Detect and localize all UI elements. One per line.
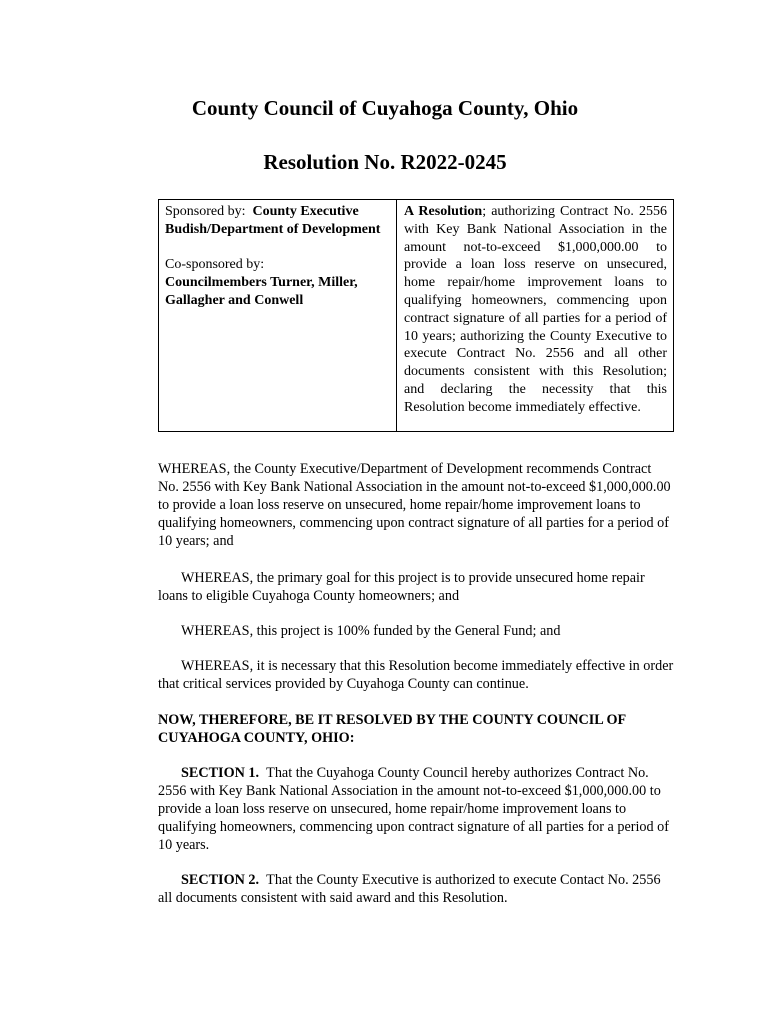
sponsor-summary-table (158, 199, 674, 432)
section-2 (158, 871, 674, 907)
whereas-1-text: WHEREAS, the County Executive/Department of Development recommends Contract No. 2556 with Key Bank National Association in the amount not-to-exceed $1,000,000.00 to provide a loan loss reserve on unsecured, home repair/home improvement loans to qualifying homeowners, commencing upon contract signature of all parties for a period of 10 years; and (158, 461, 671, 550)
section-2-text: That the County Executive is authorized to execute Contact No. 2556 all documents consistent with said award and this Resolution. (158, 872, 661, 907)
cosponsored-by-names: Councilmembers Turner, Miller, Gallagher and Conwell (165, 275, 358, 308)
whereas-paragraph-2 (158, 569, 674, 605)
resolution-number: Resolution No. R2022-0245 (263, 150, 507, 174)
council-title: County Council of Cuyahoga County, Ohio (191, 96, 579, 120)
cosponsored-by-label: Co-sponsored by: (165, 257, 265, 273)
whereas-4-text: WHEREAS, it is necessary that this Resolution become immediately effective in order that critical services provided by Cuyahoga County can continue. (158, 658, 674, 693)
whereas-paragraph-3 (158, 622, 674, 640)
section-1-label: SECTION 1. (181, 765, 260, 781)
section-1 (158, 764, 674, 854)
summary-text: ; authorizing Contract No. 2556 with Key Bank National Association in the amount not-to-exceed $1,000,000.00 to provide a loan loss reserve on unsecured, home repair/home improvement loans to qualifying homeowners, commencing upon contract signature of all parties for a period of 10 years; authorizing the County Executive to execute Contract No. 2556 and all other documents consistent with this Resolution; and declaring the necessity that this Resolution become immediately effective. (404, 204, 668, 415)
sponsored-by-label: Sponsored by: (165, 204, 246, 219)
whereas-paragraph-4 (158, 657, 674, 693)
whereas-paragraph-1 (158, 460, 674, 550)
sponsored-by (165, 203, 390, 239)
whereas-3-text: WHEREAS, this project is 100% funded by the General Fund; and (181, 623, 561, 639)
sponsor-cell (159, 200, 397, 431)
whereas-2-text: WHEREAS, the primary goal for this project is to provide unsecured home repair loans to eligible Cuyahoga County homeowners; and (158, 570, 645, 605)
summary-lead: A Resolution (404, 204, 483, 219)
resolved-clause: NOW, THEREFORE, BE IT RESOLVED BY THE COUNTY COUNCIL OF CUYAHOGA COUNTY, OHIO: (158, 712, 626, 747)
section-1-text: That the Cuyahoga County Council hereby authorizes Contract No. 2556 with Key Bank National Association in the amount not-to-exceed $1,000,000.00 to provide a loan loss reserve on unsecured, home repair/home improvement loans to qualifying homeowners, commencing upon contract signature of all parties for a period of 10 years. (158, 765, 669, 854)
summary-cell (397, 200, 673, 431)
sponsored-by-names: County Executive Budish/Department of Development (165, 204, 381, 237)
section-2-label: SECTION 2. (181, 872, 260, 888)
